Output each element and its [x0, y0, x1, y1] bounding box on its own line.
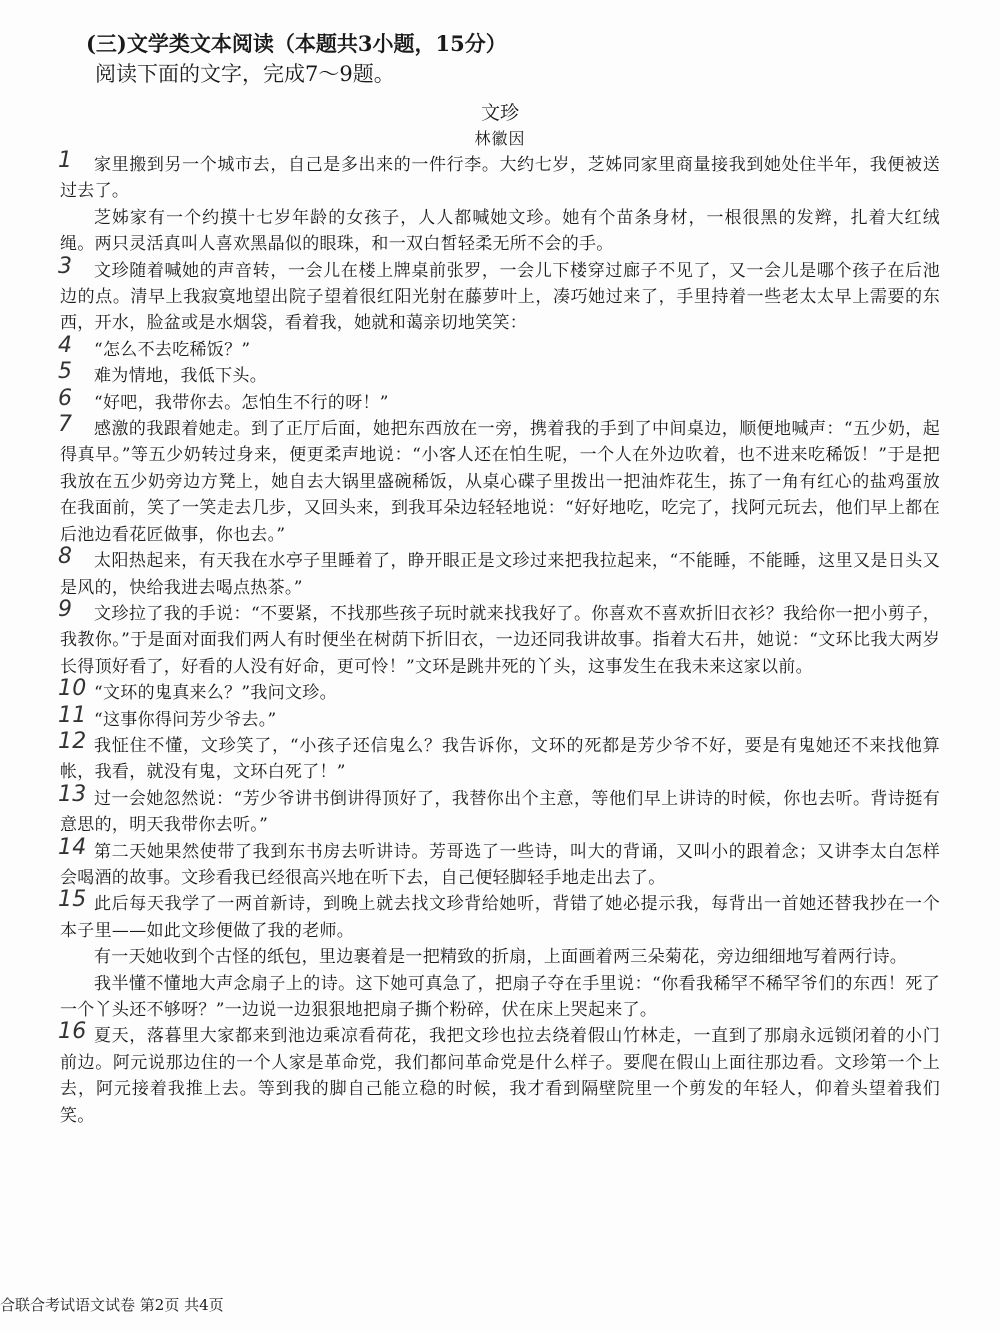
- paragraph: [58, 359, 940, 389]
- article-title: 文珍: [480, 102, 519, 124]
- paragraph: [58, 834, 940, 892]
- paragraph-text: 芝姊家有一个约摸十七岁年龄的女孩子，人人都喊她文珍。她有个苗条身材，一根很黑的发辫，扎着大红绒绳。两只灵活真叫人喜欢黑晶似的眼珠，和一双白皙轻柔无所不会的手。: [60, 207, 940, 255]
- paragraph-text: 我怔住不懂，文珍笑了，“小孩子还信鬼么？我告诉你，文环的死都是芳少爷不好，要是有鬼她还不来找他算帐，我看，就没有鬼，文环白死了！”: [60, 735, 940, 783]
- paragraph: [58, 385, 940, 416]
- paragraph-text: 过一会她忽然说：“芳少爷讲书倒讲得顶好了，我替你出个主意，等他们早上讲诗的时候，你也去听。背诗挺有意思的，明天我带你去听。”: [60, 788, 940, 836]
- paragraph-text: 文珍拉了我的手说：“不要紧，不找那些孩子玩时就来找我好了。你喜欢不喜欢折旧衣衫？我给你一把小剪子，我教你。”于是面对面我们两人有时便坐在树荫下折旧衣，一边还同我讲故事。指着大石井，她说：“文环比我大两岁长得顶好看了，好看的人没有好命，更可怜！”文环是跳井死的丫头，这事发生在我未来这家以前。: [60, 603, 940, 677]
- paragraph-number-mark: 11: [58, 702, 87, 728]
- paragraph: [58, 148, 940, 205]
- paragraph: [58, 781, 940, 839]
- section-header: (三)文学类文本阅读（本题共3小题，15分）: [86, 31, 507, 56]
- paragraph-text: 有一天她收到个古怪的纸包，里边裹着是一把精致的折扇，上面画着两三朵菊花，旁边细细地写着两行诗。: [94, 947, 908, 968]
- paragraph: [58, 887, 940, 944]
- paragraph-text: 此后每天我学了一两首新诗，到晚上就去找文珍背给她听，背错了她必提示我，每背出一首她还替我抄在一个本子里——如此文珍便做了我的老师。: [60, 894, 940, 941]
- paragraph-text: 文珍随着喊她的声音转，一会儿在楼上牌桌前张罗，一会儿下楼穿过廊子不见了，又一会儿是哪个孩子在后池边的点。清早上我寂寞地望出院子望着很红阳光射在藤萝叶上，凑巧她过来了，手里持着一些老太太早上需要的东西，开水，脸盆或是水烟袋，看着我，她就和蔼亲切地笑笑：: [60, 260, 940, 334]
- paragraph-text: “怎么不去吃稀饭？”: [94, 339, 251, 360]
- paragraph: [58, 1019, 940, 1129]
- paragraph-number-mark: 15: [58, 887, 87, 913]
- paragraph-number-mark: 13: [58, 781, 87, 807]
- article-body: [58, 148, 940, 1129]
- paragraph-number-mark: 10: [58, 676, 87, 702]
- paragraph-text: 太阳热起来，有天我在水亭子里睡着了，睁开眼正是文珍过来把我拉起来，“不能睡，不能睡，这里又是日头又是风的，快给我进去喝点热茶。”: [60, 551, 940, 598]
- paragraph: [60, 205, 940, 258]
- paragraph: [58, 253, 940, 337]
- paragraph-text: 感激的我跟着她走。到了正厅后面，她把东西放在一旁，携着我的手到了中间桌边，顺便地喊声：“五少奶，起得真早。”等五少奶转过身来，便更柔声地说：“小客人还在怕生呢，一个人在外边吹着，也不进来吃稀饭！”于是把我放在五少奶旁边方凳上，她自去大锅里盛碗稀饭，从桌心碟子里拨出一把油炸花生，拣了一角有红心的盐鸡蛋放在我面前，笑了一笑走去几步，又回头来，到我耳朵边轻轻地说：“好好地吃，吃完了，找阿元玩去，他们早上都在后池边看花匠做事，你也去。”: [60, 419, 940, 545]
- paragraph-text: 夏天，落暮里大家都来到池边乘凉看荷花，我把文珍也拉去绕着假山竹林走，一直到了那扇永远锁闭着的小门前边。阿元说那边住的一个人家是革命党，我们都问革命党是什么样子。要爬在假山上面往那边看。文珍第一个上去，阿元接着我推上去。等到我的脚自己能立稳的时候，我才看到隔壁院里一个剪发的年轻人，仰着头望着我们笑。: [60, 1026, 940, 1126]
- paragraph-number-mark: 9: [58, 596, 73, 622]
- paragraph-number-mark: 12: [58, 728, 87, 754]
- paragraph: [60, 971, 940, 1024]
- paragraph: [58, 702, 940, 733]
- paragraph-number-mark: 1: [58, 148, 73, 173]
- paragraph-number-mark: 4: [58, 332, 73, 358]
- paragraph: [58, 544, 940, 601]
- paragraph-text: “好吧，我带你去。怎怕生不行的呀！”: [94, 392, 389, 413]
- paragraph: [58, 596, 940, 680]
- paragraph: [58, 332, 940, 363]
- paragraph-text: “这事你得问芳少爷去。”: [94, 709, 277, 730]
- paragraph-text: “文环的鬼真来么？”我问文珍。: [94, 683, 337, 704]
- paragraph-text: 我半懂不懂地大声念扇子上的诗。这下她可真急了，把扇子夺在手里说：“你看我稀罕不稀罕爷们的东西！死了一个丫头还不够呀？”一边说一边狠狠地把扇子撕个粉碎，伏在床上哭起来了。: [60, 973, 940, 1020]
- paragraph-number-mark: 3: [58, 253, 73, 279]
- paragraph-number-mark: 7: [58, 412, 73, 438]
- reading-instruction: 阅读下面的文字，完成7～9题。: [95, 62, 395, 86]
- paragraph-number-mark: 8: [58, 544, 73, 570]
- paragraph-number-mark: 6: [58, 385, 73, 411]
- paragraph-text: 第二天她果然使带了我到东书房去听讲诗。芳哥选了一些诗，叫大的背诵，又叫小的跟着念；又讲李太白怎样会喝酒的故事。文珍看我已经很高兴地在听下去，自己便轻脚轻手地走出去了。: [60, 841, 940, 888]
- paragraph-number-mark: 5: [58, 359, 73, 385]
- article-author: 林徽因: [474, 129, 526, 148]
- paragraph-text: 难为情地，我低下头。: [94, 366, 267, 387]
- paragraph-number-mark: 16: [58, 1019, 87, 1045]
- page-footer: 合联合考试语文试卷 第2页 共4页: [0, 1296, 224, 1314]
- paragraph: [58, 728, 940, 786]
- paragraph: [58, 412, 940, 548]
- paragraph: [60, 944, 940, 970]
- paragraph-number-mark: 14: [58, 834, 87, 860]
- paragraph: [58, 676, 940, 706]
- paragraph-text: 家里搬到另一个城市去，自己是多出来的一件行李。大约七岁，芝姊同家里商量接我到她处住半年，我便被送过去了。: [60, 155, 940, 202]
